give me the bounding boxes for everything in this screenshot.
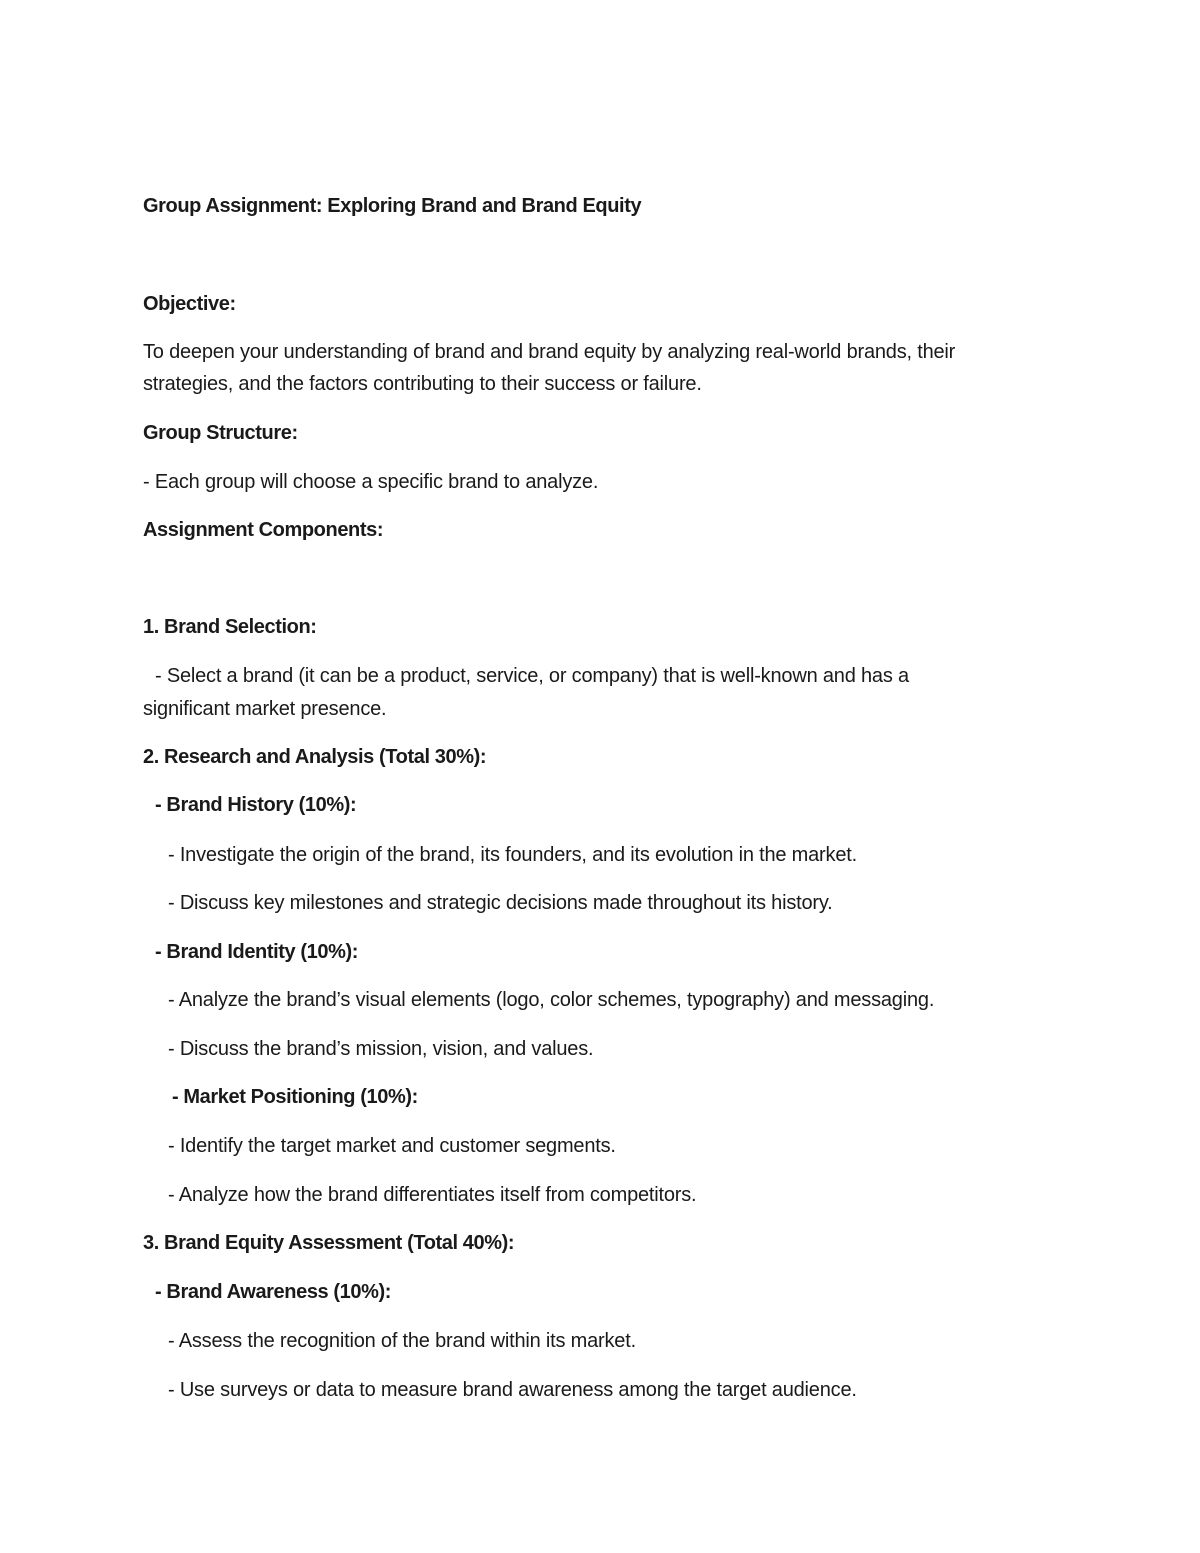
brand-identity-item-2: - Discuss the brand’s mission, vision, and values. (168, 1038, 594, 1060)
research-heading: 2. Research and Analysis (Total 30%): (143, 746, 487, 768)
group-structure-heading: Group Structure: (143, 422, 298, 444)
brand-history-heading: - Brand History (10%): (155, 794, 357, 816)
group-structure-item: - Each group will choose a specific brand to analyze. (143, 471, 599, 493)
brand-selection-line-1: - Select a brand (it can be a product, service, or company) that is well-known and has a (155, 665, 909, 687)
objective-text-line-2: strategies, and the factors contributing to their success or failure. (143, 373, 702, 395)
document-title: Group Assignment: Exploring Brand and Brand Equity (143, 195, 642, 217)
components-heading: Assignment Components: (143, 519, 384, 541)
brand-identity-item-1: - Analyze the brand’s visual elements (logo, color schemes, typography) and messaging. (168, 989, 935, 1011)
equity-heading: 3. Brand Equity Assessment (Total 40%): (143, 1232, 515, 1254)
brand-selection-line-2: significant market presence. (143, 698, 387, 720)
brand-identity-heading: - Brand Identity (10%): (155, 941, 359, 963)
brand-awareness-item-1: - Assess the recognition of the brand within its market. (168, 1330, 636, 1352)
brand-awareness-heading: - Brand Awareness (10%): (155, 1281, 392, 1303)
market-positioning-item-1: - Identify the target market and customer segments. (168, 1135, 616, 1157)
brand-awareness-item-2: - Use surveys or data to measure brand awareness among the target audience. (168, 1379, 857, 1401)
objective-heading: Objective: (143, 293, 236, 315)
objective-text-line-1: To deepen your understanding of brand and brand equity by analyzing real-world brands, their (143, 341, 956, 363)
brand-history-item-1: - Investigate the origin of the brand, its founders, and its evolution in the market. (168, 844, 857, 866)
market-positioning-item-2: - Analyze how the brand differentiates itself from competitors. (168, 1184, 697, 1206)
market-positioning-heading: - Market Positioning (10%): (172, 1086, 418, 1108)
brand-history-item-2: - Discuss key milestones and strategic decisions made throughout its history. (168, 892, 833, 914)
brand-selection-heading: 1. Brand Selection: (143, 616, 317, 638)
